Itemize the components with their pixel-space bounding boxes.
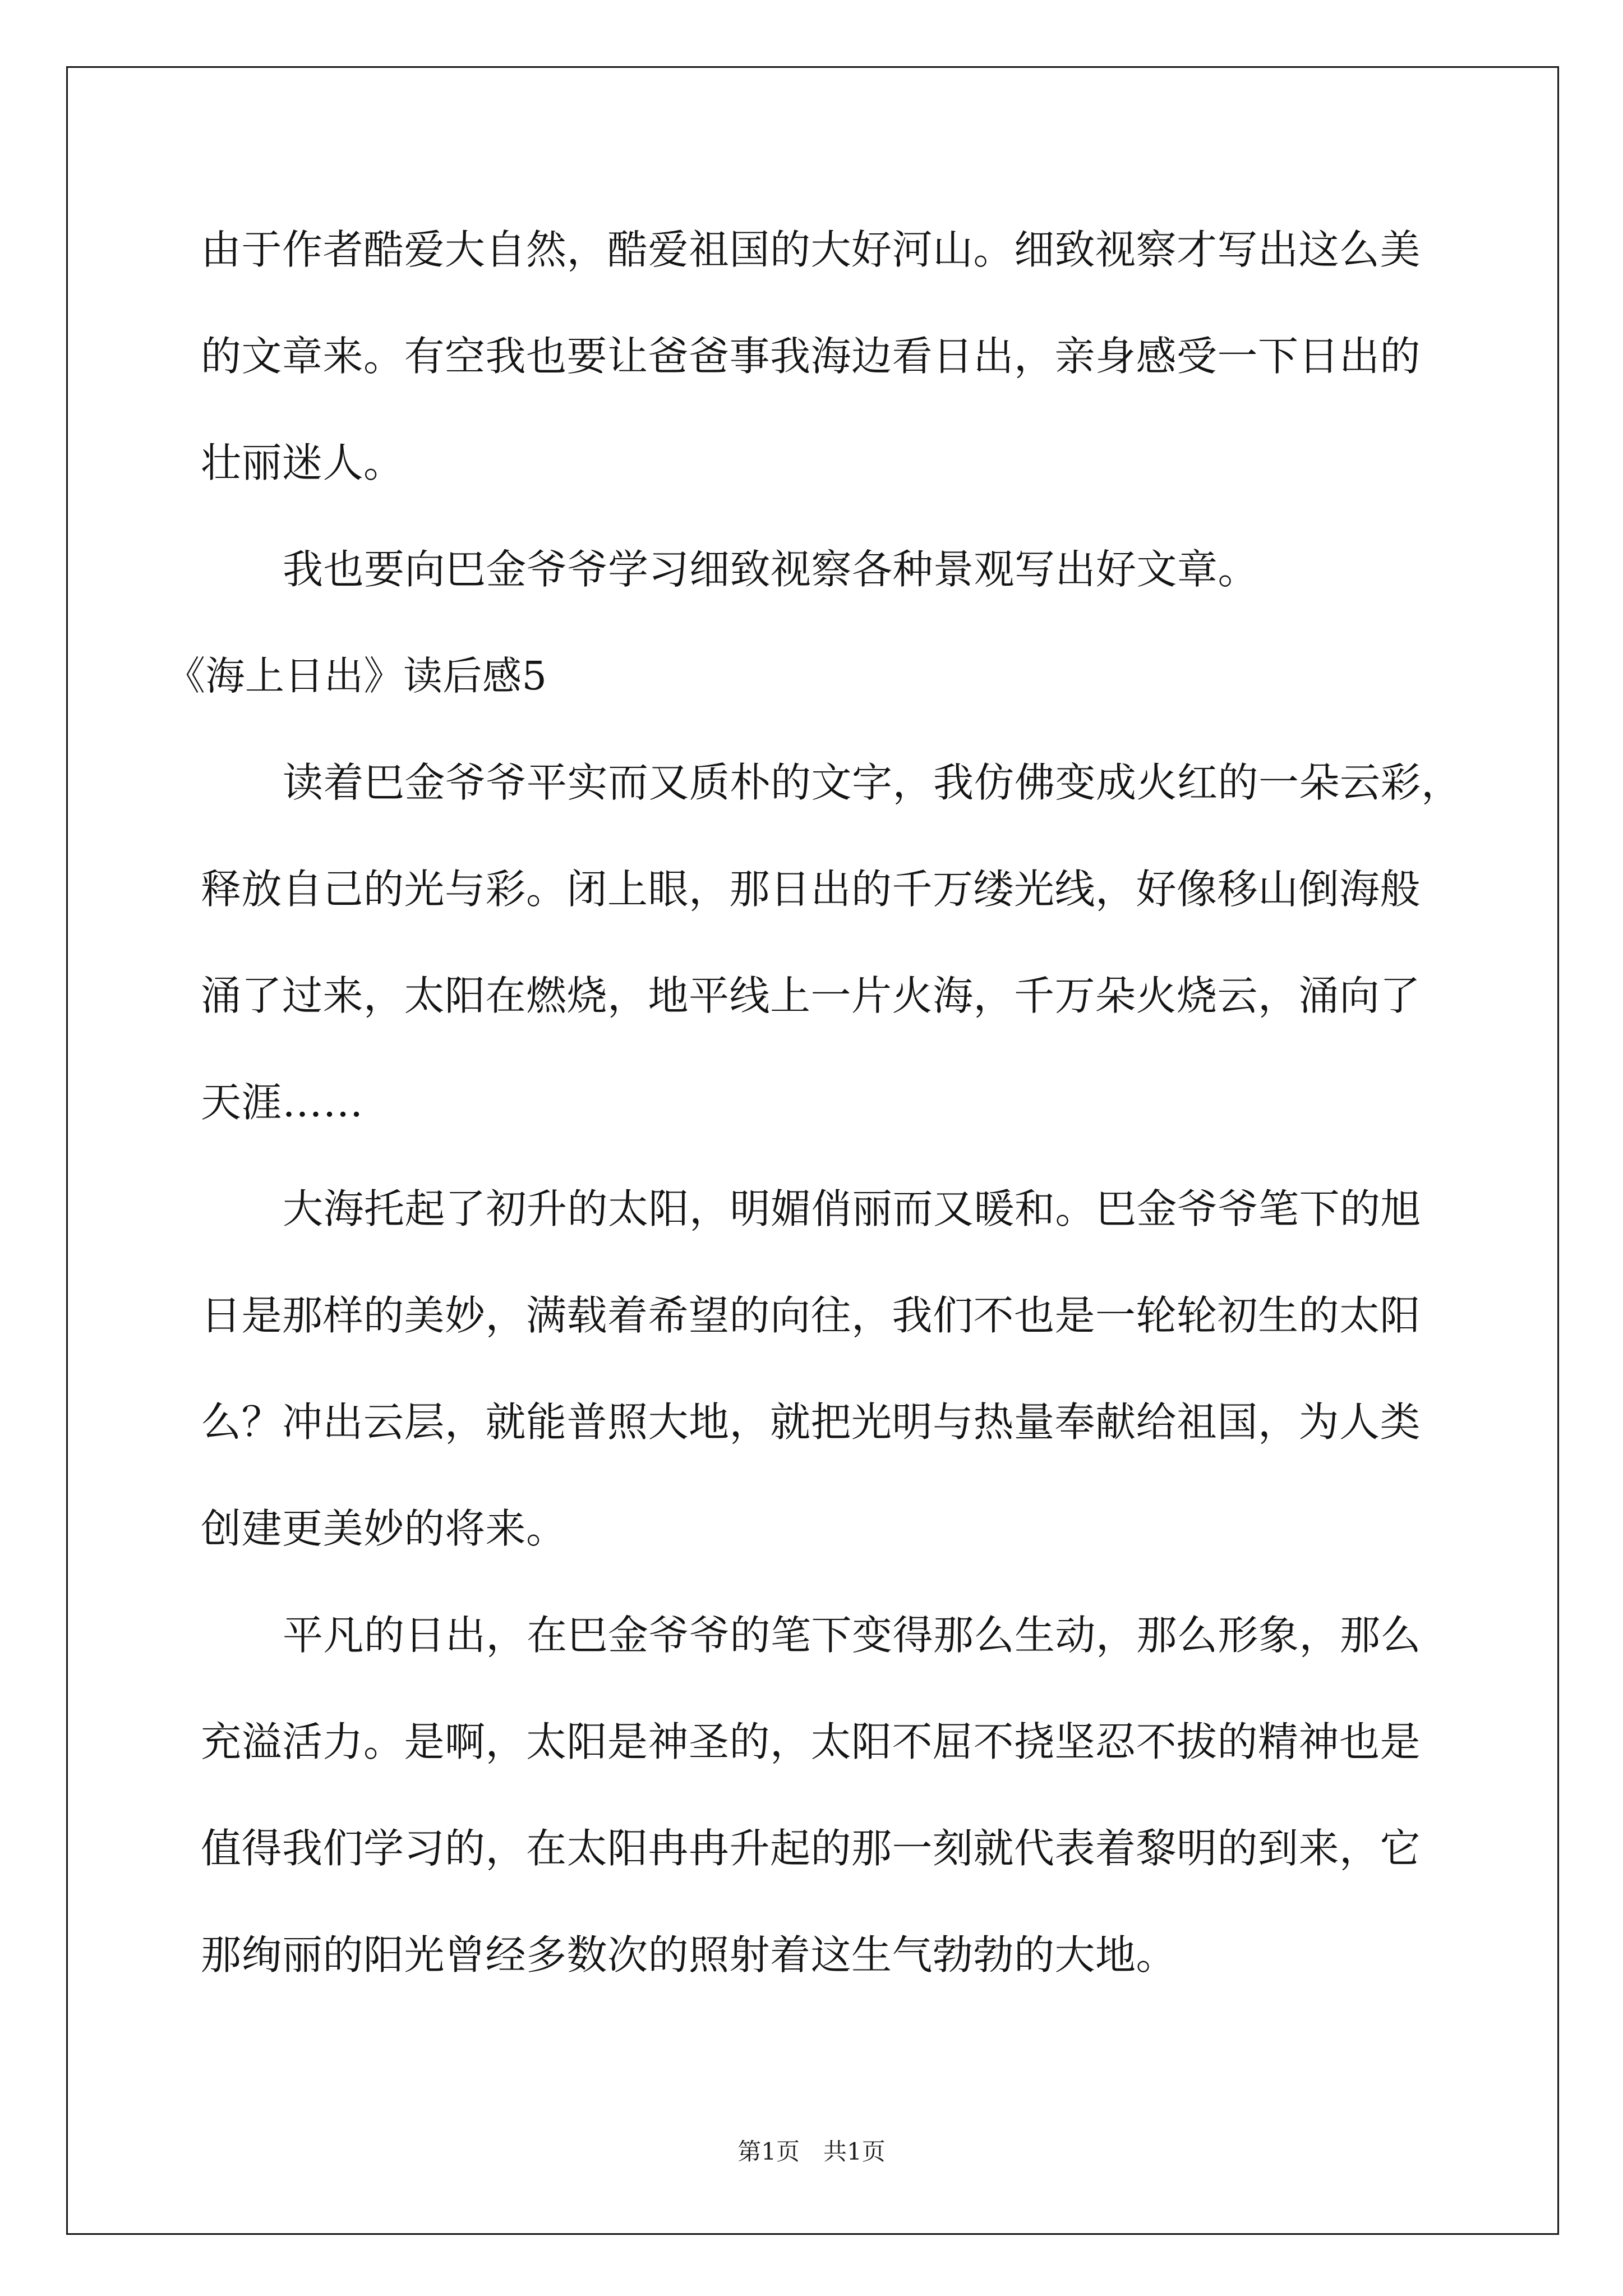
body-text-line: 读着巴金爷爷平实而又质朴的文字，我仿佛变成火红的一朵云彩， (283, 759, 1462, 806)
body-text-line: 天涯…… (201, 1079, 364, 1126)
document-body (166, 196, 1507, 2008)
body-text-line: 涌了过来，太阳在燃烧，地平线上一片火海，千万朵火烧云，涌向了 (201, 972, 1421, 1019)
body-text-line: 的文章来。有空我也要让爸爸事我海边看日出，亲身感受一下日出的 (201, 333, 1421, 380)
page-footer: 第1页 共1页 (737, 2138, 886, 2165)
body-text-line: 平凡的日出，在巴金爷爷的笔下变得那么生动，那么形象，那么 (283, 1612, 1422, 1659)
body-text-line: 充溢活力。是啊，太阳是神圣的，太阳不屈不挠坚忍不拔的精神也是 (201, 1718, 1421, 1765)
body-text-line: 值得我们学习的，在太阳冉冉升起的那一刻就代表着黎明的到来，它 (201, 1825, 1421, 1872)
body-text-line: 释放自己的光与彩。闭上眼，那日出的千万缕光线，好像移山倒海般 (201, 866, 1421, 913)
body-text-line: 我也要向巴金爷爷学习细致视察各种景观写出好文章。 (283, 546, 1259, 593)
body-text-line: 日是那样的美妙，满载着希望的向往，我们不也是一轮轮初生的太阳 (201, 1292, 1421, 1339)
body-text-line: 么？冲出云层，就能普照大地，就把光明与热量奉献给祖国，为人类 (201, 1398, 1421, 1446)
body-text-line: 大海托起了初升的太阳，明媚俏丽而又暖和。巴金爷爷笔下的旭 (283, 1185, 1422, 1232)
body-text-line: 那绚丽的阳光曾经多数次的照射着这生气勃勃的大地。 (201, 1931, 1177, 1978)
section-heading: 《海上日出》读后感5 (166, 653, 547, 699)
body-text-line: 由于作者酷爱大自然，酷爱祖国的大好河山。细致视察才写出这么美 (201, 226, 1421, 273)
body-text-line: 壮丽迷人。 (201, 439, 404, 486)
body-text-line: 创建更美妙的将来。 (201, 1505, 567, 1552)
